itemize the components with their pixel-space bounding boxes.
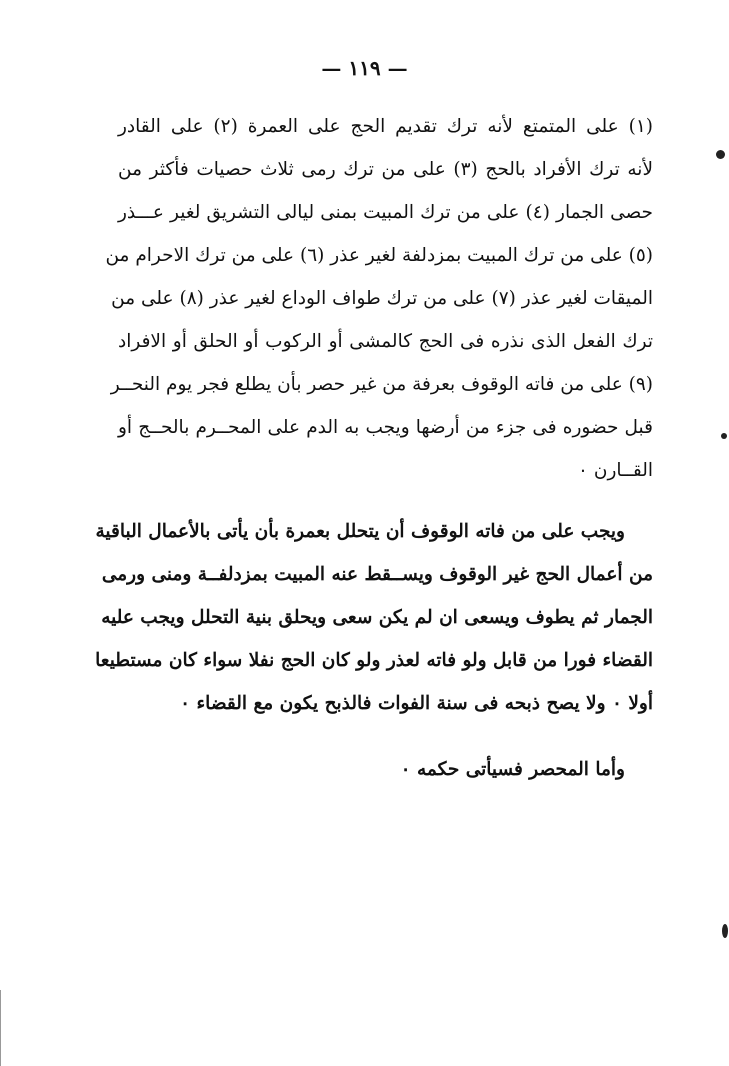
body-paragraph <box>95 510 653 725</box>
footnote-line: (٩) على من فاته الوقوف بعرفة من غير حصر بأن يطلع فجر يوم النحــر <box>110 374 653 395</box>
footnote-line: القــارن ٠ <box>578 460 653 481</box>
footnote-line: (١) على المتمتع لأنه ترك تقديم الحج على العمرة (٢) على القادر <box>118 116 653 137</box>
footnote-line: (٥) على من ترك المبيت بمزدلفة لغير عذر (٦) على من ترك الاحرام من <box>105 245 653 266</box>
footnotes-block <box>105 105 653 492</box>
footnote-line: الميقات لغير عذر (٧) على من ترك طواف الوداع لغير عذر (٨) على من <box>111 288 653 309</box>
paragraph-line: وأما المحصر فسيأتى حكمه ٠ <box>400 759 625 780</box>
paragraph-line: القضاء فورا من قابل ولو فاته لعذر ولو كان الحج نفلا سواء كان مستطيعا <box>95 650 653 671</box>
scan-ink-mark <box>721 433 727 439</box>
scan-ink-mark <box>716 150 725 159</box>
paragraph-line: من أعمال الحج غير الوقوف ويســقط عنه المبيت بمزدلفــة ومنى ورمى <box>101 564 653 585</box>
paragraph-line: أولا ٠ ولا يصح ذبحه فى سنة الفوات فالذبح يكون مع القضاء ٠ <box>180 693 653 714</box>
body-paragraph <box>118 748 653 791</box>
page-number: — ١١٩ — <box>321 56 408 80</box>
scan-ink-mark <box>722 924 728 938</box>
paragraph-line: ويجب على من فاته الوقوف أن يتحلل بعمرة بأن يأتى بالأعمال الباقية <box>95 521 625 542</box>
footnote-line: لأنه ترك الأفراد بالحج (٣) على من ترك رمى ثلاث حصيات فأكثر من <box>118 159 653 180</box>
paragraph-line: الجمار ثم يطوف ويسعى ان لم يكن سعى ويحلق بنية التحلل ويجب عليه <box>101 607 653 628</box>
footnote-line: حصى الجمار (٤) على من ترك المبيت بمنى ليالى التشريق لغير عـــذر <box>118 202 653 223</box>
footnote-line: ترك الفعل الذى نذره فى الحج كالمشى أو الركوب أو الحلق أو الافراد <box>118 331 653 352</box>
scan-edge-line <box>0 990 1 1066</box>
footnote-line: قبل حضوره فى جزء من أرضها ويجب به الدم على المحــرم بالحــج أو <box>118 417 653 438</box>
